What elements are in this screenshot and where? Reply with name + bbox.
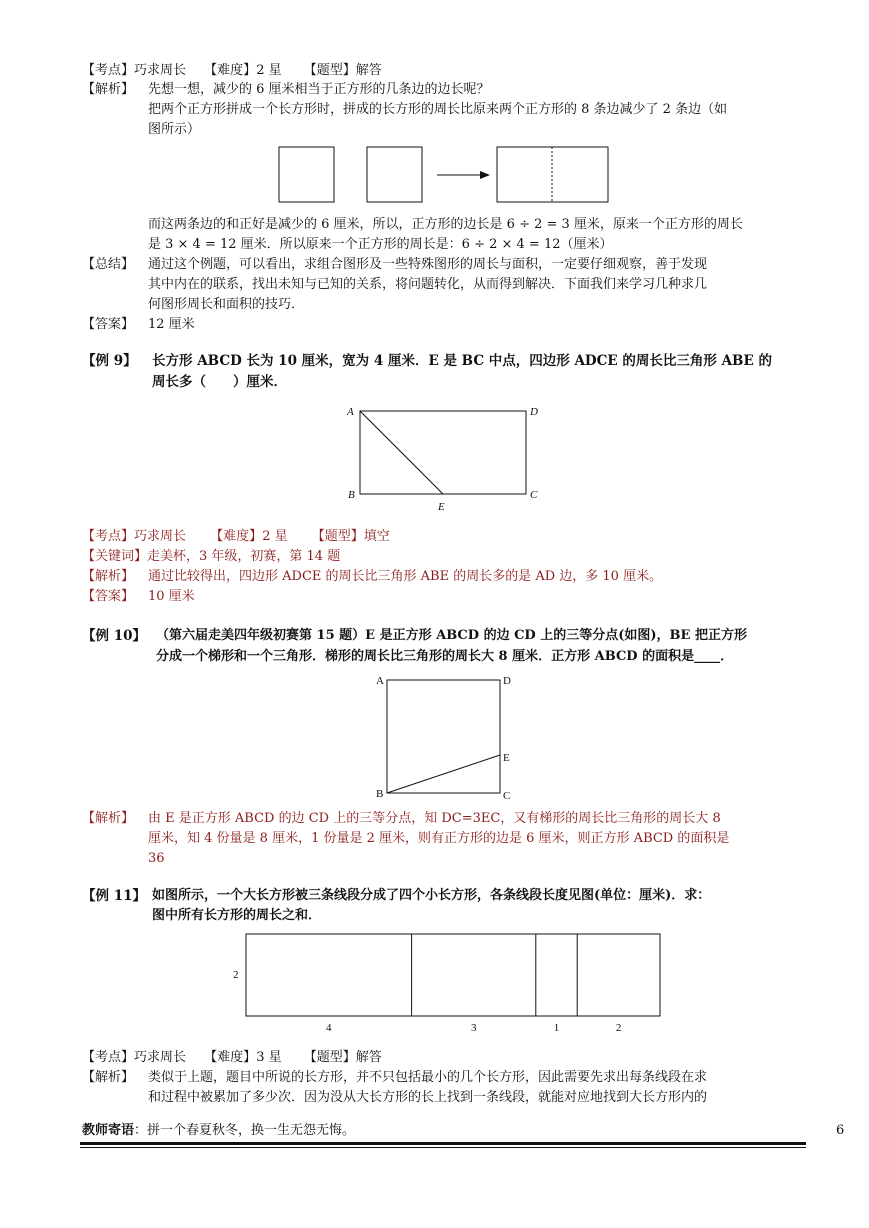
- nandu-value: 2 星: [256, 63, 282, 78]
- segment-length-label: 4: [326, 1022, 332, 1034]
- jiexi-text: 和过程中被累加了多少次．因为没从大长方形的长上找到一条线段，就能对应地找到大长方形内的: [148, 1090, 708, 1105]
- jiexi-text: 先想一想，减少的 6 厘米相当于正方形的几条边的边长呢？: [148, 82, 490, 97]
- footer-motto: ：拼一个春夏秋冬，换一生无怨无悔。: [134, 1123, 356, 1138]
- tixing-value: 解答: [355, 63, 382, 78]
- daan-value: 10 厘米: [148, 589, 195, 604]
- zongjie-tag: 【总结】: [82, 257, 135, 272]
- example-11-question: 如图所示，一个大长方形被三条线段分成了四个小长方形，各条线段长度见图(单位：厘米)．求：: [152, 888, 711, 903]
- kaodian-value: 巧求周长: [134, 529, 187, 544]
- example-10-label: 【例 10】: [82, 628, 146, 644]
- jiexi-tag-10: 【解析】: [82, 811, 135, 826]
- label-e: E: [438, 501, 445, 513]
- nandu-value: 3 星: [256, 1050, 282, 1065]
- nandu-tag: 【难度】: [210, 529, 263, 544]
- nandu-tag: 【难度】: [204, 63, 257, 78]
- zongjie-text: 何图形周长和面积的技巧．: [148, 297, 305, 312]
- zongjie-text: 其中内在的联系，找出未知与已知的关系，将问题转化，从而得到解决．下面我们来学习几种求几: [148, 277, 708, 292]
- example-10-question: （第六届走美四年级初赛第 15 题）E 是正方形 ABCD 的边 CD 上的三等分点(如图)，BE 把正方形: [156, 628, 747, 643]
- label-b: B: [348, 489, 355, 501]
- segment-length-label: 1: [553, 1022, 560, 1034]
- big-rectangle: [246, 934, 660, 1016]
- nandu-value: 2 星: [262, 529, 288, 544]
- height-label: 2: [233, 969, 239, 981]
- tixing-value: 填空: [363, 529, 390, 544]
- jiexi-text: 由 E 是正方形 ABCD 的边 CD 上的三等分点，知 DC=3EC，又有梯形的周长比三角形的周长大 8: [148, 811, 721, 826]
- segment-length-label: 3: [470, 1022, 477, 1034]
- daan-value: 12 厘米: [148, 317, 195, 332]
- nandu-tag: 【难度】: [204, 1050, 257, 1065]
- label-d: D: [530, 406, 538, 418]
- label-c: C: [530, 489, 538, 501]
- jiexi-text: 通过比较得出，四边形 ADCE 的周长比三角形 ABE 的周长多的是 AD 边，多 10 厘米。: [148, 569, 663, 584]
- example-11-question: 图中所有长方形的周长之和．: [152, 908, 322, 923]
- kaodian-tag: 【考点】: [82, 529, 135, 544]
- footer-text: [82, 1122, 355, 1140]
- jiexi-text: 厘米，知 4 份量是 8 厘米，1 份量是 2 厘米，则有正方形的边是 6 厘米，则正方形 ABCD 的面积是: [148, 831, 730, 846]
- label-b: B: [376, 788, 384, 800]
- kaodian-line-11: [82, 1049, 382, 1067]
- kaodian-tag: 【考点】: [82, 1050, 135, 1065]
- example-10-question: 分成一个梯形和一个三角形．梯形的周长比三角形的周长大 8 厘米．正方形 ABCD 的面积是____．: [156, 649, 734, 664]
- page-number: 6: [836, 1123, 845, 1138]
- label-a: A: [376, 675, 384, 687]
- zongjie-text: 通过这个例题，可以看出，求组合图形及一些特殊图形的周长与面积，一定要仔细观察，善于发现: [148, 257, 708, 272]
- example-9-question: 长方形 ABCD 长为 10 厘米，宽为 4 厘米．E 是 BC 中点，四边形 ADCE 的周长比三角形 ABE 的: [152, 353, 772, 369]
- footer-rule-thick: [80, 1142, 806, 1145]
- jiexi-tag-11: 【解析】: [82, 1070, 135, 1085]
- label-d: D: [503, 675, 511, 687]
- tixing-tag: 【题型】: [311, 529, 364, 544]
- example-9-question: 周长多（ ）厘米．: [152, 374, 287, 390]
- footer-rule-thin: [80, 1147, 806, 1148]
- daan-tag: 【答案】: [82, 317, 135, 332]
- jiexi-text: 是 3 × 4 = 12 厘米．所以原来一个正方形的周长是：6 ÷ 2 × 4 = 12（厘米）: [148, 237, 613, 252]
- kaodian-value: 巧求周长: [134, 63, 187, 78]
- segment-length-label: 2: [615, 1022, 622, 1034]
- kaodian-value: 巧求周长: [134, 1050, 187, 1065]
- daan-tag-9: 【答案】: [82, 589, 135, 604]
- guanjianci: 【关键词】走美杯，3 年级，初赛，第 14 题: [82, 549, 341, 564]
- tixing-tag: 【题型】: [303, 1050, 356, 1065]
- jiexi-text: 36: [148, 851, 165, 866]
- tixing-value: 解答: [355, 1050, 382, 1065]
- label-a: A: [347, 406, 354, 418]
- jiexi-text: 把两个正方形拼成一个长方形时，拼成的长方形的周长比原来两个正方形的 8 条边减少了 2 条边（如: [148, 102, 728, 117]
- example-9-label: 【例 9】: [82, 353, 137, 369]
- footer-label: 教师寄语: [82, 1123, 135, 1138]
- tixing-tag: 【题型】: [303, 63, 356, 78]
- label-e: E: [503, 752, 510, 764]
- jiexi-text: 而这两条边的和正好是减少的 6 厘米，所以，正方形的边长是 6 ÷ 2 = 3 厘米，原来一个正方形的周长: [148, 217, 743, 232]
- example-11-label: 【例 11】: [82, 888, 146, 904]
- jiexi-text: 图所示）: [148, 122, 201, 137]
- jiexi-tag-9: 【解析】: [82, 569, 135, 584]
- kaodian-tag: 【考点】: [82, 63, 135, 78]
- jiexi-tag-1: 【解析】: [82, 82, 135, 97]
- label-c: C: [503, 790, 511, 802]
- jiexi-text: 类似于上题，题目中所说的长方形，并不只包括最小的几个长方形，因此需要先求出每条线段在求: [148, 1070, 708, 1085]
